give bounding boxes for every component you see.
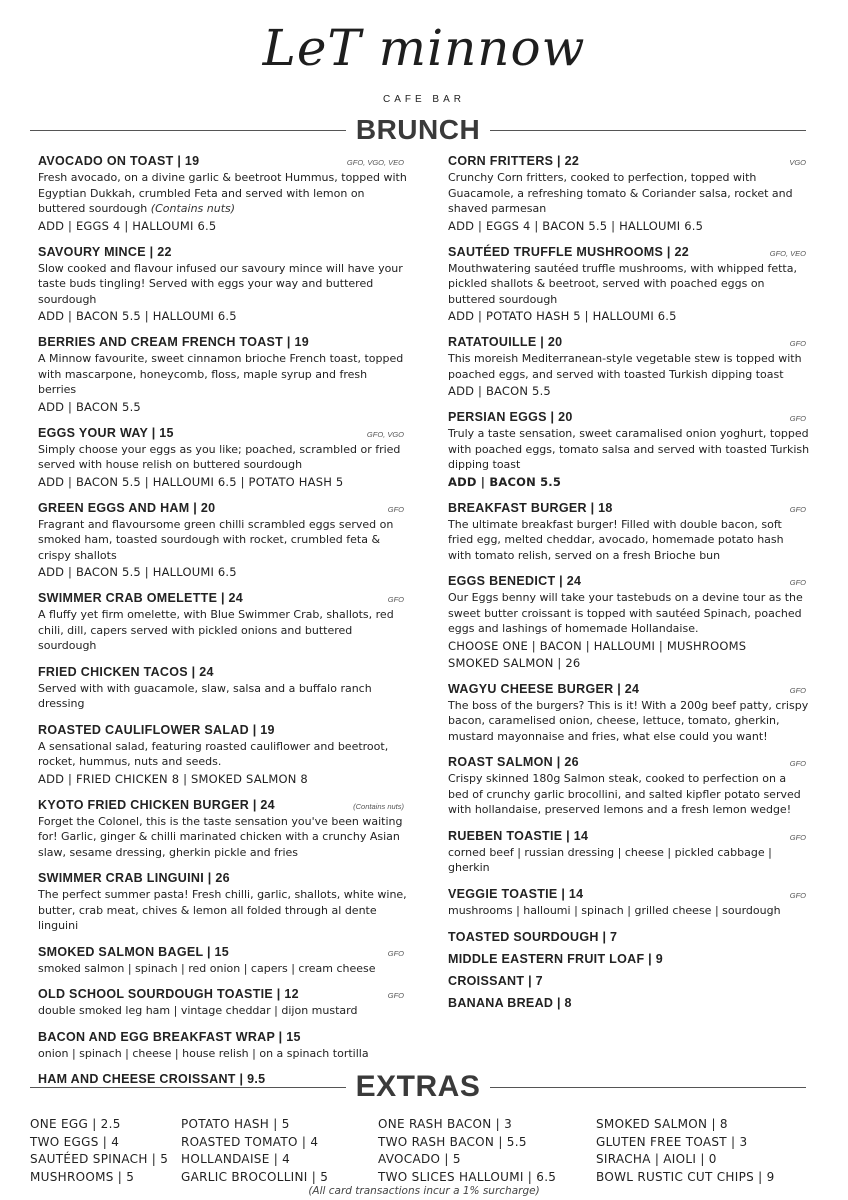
extras-column	[181, 1116, 328, 1186]
menu-item-name: TOASTED SOURDOUGH | 7	[448, 930, 618, 944]
extra-item: BOWL RUSTIC CUT CHIPS | 9	[596, 1169, 775, 1184]
menu-item-header	[38, 245, 408, 259]
menu-item-description	[448, 771, 810, 818]
extra-item: POTATO HASH | 5	[181, 1117, 290, 1131]
brunch-heading-row	[30, 114, 806, 146]
divider-line	[30, 130, 346, 131]
dietary-tag: GFO	[387, 504, 404, 514]
menu-item	[38, 335, 408, 415]
menu-item-name: BERRIES AND CREAM FRENCH TOAST | 19	[38, 335, 309, 349]
menu-item-name: BACON AND EGG BREAKFAST WRAP | 15	[38, 1029, 301, 1044]
menu-column-right	[448, 154, 810, 1017]
logo-script: LeT minnow	[262, 19, 586, 77]
divider-line	[490, 1087, 806, 1088]
cafe-logo	[0, 18, 848, 105]
menu-item	[38, 501, 408, 581]
description-text: Fresh avocado, on a divine garlic & beetroot Hummus, topped with Egyptian Dukkah, crumbled Feta and served with lemon on buttered sourdough	[38, 171, 407, 215]
dietary-tag: GFO	[789, 578, 806, 587]
menu-item-description	[448, 170, 810, 217]
menu-item-description	[448, 590, 810, 637]
menu-item-name: SMOKED SALMON BAGEL | 15	[38, 944, 230, 959]
menu-item-name: WAGYU CHEESE BURGER | 24	[448, 681, 640, 696]
description-text: The perfect summer pasta! Fresh chilli, garlic, shallots, white wine, butter, crab meat, chives & lemon all folded through al dente linguini	[38, 888, 407, 932]
menu-item-description	[448, 261, 810, 308]
contains-nuts-note: (Contains nuts)	[150, 202, 236, 215]
menu-item-description	[38, 607, 408, 654]
menu-item-name: VEGGIE TOASTIE | 14	[448, 886, 584, 901]
menu-item	[448, 951, 810, 968]
menu-item-description	[38, 681, 408, 712]
logo-subtitle: CAFE BAR	[382, 94, 465, 105]
menu-item-addons: ADD | BACON 5.5 | HALLOUMI 6.5 | POTATO HASH 5	[38, 474, 344, 489]
extra-item: ROASTED TOMATO | 4	[181, 1134, 319, 1149]
menu-item-name: ROASTED CAULIFLOWER SALAD | 19	[38, 722, 275, 737]
extra-item: ONE RASH BACON | 3	[378, 1117, 513, 1131]
menu-item	[38, 426, 408, 490]
extra-item: TWO SLICES HALLOUMI | 6.5	[378, 1169, 557, 1184]
menu-item-name: GREEN EGGS AND HAM | 20	[38, 500, 216, 515]
description-text: Forget the Colonel, this is the taste sensation you've been waiting for! Garlic, ginger & chilli marinated chicken with a crunchy Asian slaw, sesame dressing, gherkin pickle and fries	[38, 814, 403, 859]
menu-item	[448, 410, 810, 490]
menu-item-description	[38, 1046, 408, 1062]
brunch-heading: BRUNCH	[355, 114, 481, 145]
menu-item-name: OLD SCHOOL SOURDOUGH TOASTIE | 12	[38, 987, 299, 1001]
menu-item-name: SWIMMER CRAB LINGUINI | 26	[38, 871, 230, 885]
dietary-tag: (Contains nuts)	[353, 801, 404, 811]
description-text: Crispy skinned 180g Salmon steak, cooked to perfection on a bed of crunchy garlic brocollini, and salted kipfler potato served with hollandaise, preserved lemons and a fresh lemon wedge!	[448, 772, 801, 816]
description-text: corned beef | russian dressing | cheese | pickled cabbage | gherkin	[448, 845, 772, 874]
menu-item-header	[38, 871, 408, 885]
extra-item: MUSHROOMS | 5	[30, 1169, 135, 1184]
menu-item-header	[448, 755, 810, 769]
menu-item-addons: ADD | EGGS 4 | HALLOUMI 6.5	[38, 218, 217, 233]
menu-item-description	[38, 170, 408, 217]
menu-item-name: SAUTÉED TRUFFLE MUSHROOMS | 22	[448, 244, 689, 259]
menu-item-addons: ADD | BACON 5.5	[448, 474, 562, 489]
menu-item-description	[448, 426, 810, 473]
dietary-tag: GFO, VGO, VEO	[346, 158, 404, 167]
menu-item-header	[448, 335, 810, 349]
menu-item-header	[38, 154, 408, 168]
description-text: Served with with guacamole, slaw, salsa and a buffalo ranch dressing	[38, 681, 372, 710]
menu-item	[448, 501, 810, 564]
menu-item-name: MIDDLE EASTERN FRUIT LOAF | 9	[448, 952, 663, 966]
menu-item-header	[448, 682, 810, 696]
menu-item	[38, 665, 408, 712]
extra-item: HOLLANDAISE | 4	[181, 1152, 291, 1166]
menu-item	[38, 945, 408, 977]
dietary-tag: GFO, VGO	[366, 429, 404, 439]
menu-item-header	[448, 154, 810, 168]
menu-item-name: RUEBEN TOASTIE | 14	[448, 828, 589, 843]
menu-item-description	[38, 739, 408, 770]
menu-item-header	[38, 665, 408, 679]
menu-item-name: KYOTO FRIED CHICKEN BURGER | 24	[38, 797, 275, 812]
dietary-tag: GFO	[789, 504, 806, 514]
menu-item	[448, 829, 810, 876]
menu-item-header	[448, 410, 810, 424]
menu-item-name: EGGS BENEDICT | 24	[448, 574, 582, 588]
menu-item-header	[448, 887, 810, 901]
extras-heading-row	[30, 1070, 806, 1104]
dietary-tag: GFO, VEO	[769, 248, 806, 258]
menu-item-header	[38, 723, 408, 737]
dietary-tag: GFO	[789, 759, 806, 768]
menu-item-description	[448, 698, 810, 745]
dietary-tag: GFO	[387, 595, 404, 604]
dietary-tag: GFO	[387, 948, 404, 958]
surcharge-note: (All card transactions incur a 1% surcharge)	[308, 1185, 540, 1197]
menu-item-description	[38, 961, 408, 977]
dietary-tag: GFO	[789, 339, 806, 348]
menu-item	[448, 154, 810, 234]
menu-item-description	[448, 351, 810, 382]
menu-item-addons: ADD | BACON 5.5 | HALLOUMI 6.5	[38, 309, 237, 323]
menu-item	[448, 335, 810, 399]
menu-item-description	[38, 814, 408, 861]
menu-item	[448, 245, 810, 325]
menu-item-header	[448, 574, 810, 588]
menu-item	[448, 887, 810, 919]
menu-item-description	[448, 517, 810, 564]
menu-item-header	[448, 829, 810, 843]
menu-item-header	[448, 501, 810, 515]
dietary-tag: GFO	[789, 890, 806, 900]
menu-item-addons: ADD | POTATO HASH 5 | HALLOUMI 6.5	[448, 309, 677, 323]
menu-item	[448, 682, 810, 745]
description-text: A fluffy yet firm omelette, with Blue Swimmer Crab, shallots, red chili, dill, capers served with pickled onions and buttered sourdough	[38, 608, 394, 652]
menu-item-description	[448, 845, 810, 876]
menu-item	[448, 929, 810, 946]
description-text: Slow cooked and flavour infused our savoury mince will have your taste buds tingling! Served with eggs your way and buttered sourdough	[38, 261, 403, 306]
menu-item-header	[38, 945, 408, 959]
menu-item-addons: ADD | BACON 5.5 | HALLOUMI 6.5	[38, 565, 237, 579]
menu-item-name: SAVOURY MINCE | 22	[38, 244, 172, 259]
menu-item-name: AVOCADO ON TOAST | 19	[38, 154, 200, 168]
menu-item-description	[448, 903, 810, 919]
extra-item: SMOKED SALMON | 8	[596, 1117, 728, 1131]
menu-item-description	[38, 887, 408, 934]
menu-item-addons: ADD | BACON 5.5	[38, 399, 141, 414]
menu-item	[38, 987, 408, 1019]
extra-item: GARLIC BROCOLLINI | 5	[181, 1169, 329, 1184]
description-text: Our Eggs benny will take your tastebuds on a devine tour as the sweet butter croissant is topped with sautéed Spinach, poached eggs and lashings of homemade Hollandaise.	[448, 591, 803, 635]
menu-column-left	[38, 154, 408, 1097]
extras-heading: EXTRAS	[355, 1070, 481, 1103]
menu-item	[448, 755, 810, 818]
description-text: This moreish Mediterranean-style vegetable stew is topped with poached eggs, and served with toasted Turkish dipping toast	[448, 352, 802, 381]
description-text: Crunchy Corn fritters, cooked to perfection, topped with Guacamole, a refreshing tomato & Coriander salsa, rocket and shaved parmesan	[448, 171, 793, 215]
extras-column	[30, 1116, 168, 1186]
menu-item-header	[448, 245, 810, 259]
menu-item-addons: ADD | FRIED CHICKEN 8 | SMOKED SALMON 8	[38, 771, 308, 786]
description-text: The boss of the burgers? This is it! With a 200g beef patty, crispy bacon, caramelised onion, cheese, lettuce, tomato, gherkin, mustard mayonnaise and fries, what else could you want!	[448, 698, 809, 743]
menu-item-description	[38, 1003, 408, 1019]
menu-item	[38, 798, 408, 861]
description-text: Fragrant and flavoursome green chilli scrambled eggs served on smoked ham, toasted sourdough with rocket, crumbled feta & crispy shallots	[38, 517, 394, 562]
menu-item-header	[38, 501, 408, 515]
menu-item-header	[38, 798, 408, 812]
menu-item-name: SWIMMER CRAB OMELETTE | 24	[38, 591, 244, 605]
menu-item	[448, 995, 810, 1012]
menu-item-name: HAM AND CHEESE CROISSANT | 9.5	[38, 1072, 266, 1086]
description-text: Mouthwatering sautéed truffle mushrooms, with whipped fetta, pickled shallots & beetroot, served with poached eggs on buttered sourdough	[448, 261, 797, 306]
menu-item-name: FRIED CHICKEN TACOS | 24	[38, 664, 214, 679]
extra-item: SAUTÉED SPINACH | 5	[30, 1152, 169, 1166]
menu-item-header	[38, 1030, 408, 1044]
menu-item-header	[38, 426, 408, 440]
menu-item-header	[38, 987, 408, 1001]
menu-item-name: PERSIAN EGGS | 20	[448, 410, 573, 424]
extra-item: TWO EGGS | 4	[30, 1134, 120, 1149]
menu-item-addons: CHOOSE ONE | BACON | HALLOUMI | MUSHROOMS	[448, 638, 747, 653]
menu-item-name: EGGS YOUR WAY | 15	[38, 425, 174, 440]
menu-item-description	[38, 261, 408, 308]
menu-item	[448, 973, 810, 990]
menu-item-name: BREAKFAST BURGER | 18	[448, 500, 613, 515]
menu-item	[38, 154, 408, 234]
menu-item-header	[38, 335, 408, 349]
description-text: Simply choose your eggs as you like; poached, scrambled or fried served with house relish on buttered sourdough	[38, 442, 401, 471]
dietary-tag: GFO	[789, 414, 806, 423]
menu-item	[38, 591, 408, 654]
dietary-tag: GFO	[387, 991, 404, 1000]
menu-item-name: ROAST SALMON | 26	[448, 755, 579, 769]
menu-item	[38, 1030, 408, 1062]
menu-item	[38, 723, 408, 787]
menu-item-name: CROISSANT | 7	[448, 974, 543, 988]
extra-item: SIRACHA | AIOLI | 0	[596, 1152, 717, 1166]
extra-item: TWO RASH BACON | 5.5	[378, 1134, 527, 1149]
menu-item-addons: ADD | BACON 5.5	[448, 384, 551, 398]
menu-item-name: CORN FRITTERS | 22	[448, 154, 580, 168]
dietary-tag: GFO	[789, 832, 806, 842]
extras-column	[378, 1116, 556, 1186]
menu-item-description	[38, 351, 408, 398]
menu-item-name: BANANA BREAD | 8	[448, 996, 572, 1010]
extra-item: ONE EGG | 2.5	[30, 1117, 121, 1131]
dietary-tag: VGO	[789, 158, 806, 167]
menu-item	[448, 574, 810, 671]
description-text: mushrooms | halloumi | spinach | grilled cheese | sourdough	[448, 903, 781, 917]
description-text: The ultimate breakfast burger! Filled with double bacon, soft fried egg, melted cheddar, avocado, homemade potato hash with tomato relish, served on a fresh Brioche bun	[448, 517, 784, 562]
description-text: onion | spinach | cheese | house relish | on a spinach tortilla	[38, 1046, 369, 1060]
extra-item: AVOCADO | 5	[378, 1152, 461, 1166]
menu-item	[38, 871, 408, 934]
divider-line	[30, 1087, 346, 1088]
divider-line	[490, 130, 806, 131]
menu-item-header	[38, 591, 408, 605]
menu-item-name: RATATOUILLE | 20	[448, 335, 563, 349]
dietary-tag: GFO	[789, 685, 806, 695]
description-text: double smoked leg ham | vintage cheddar | dijon mustard	[38, 1004, 358, 1017]
menu-item	[38, 245, 408, 325]
description-text: A Minnow favourite, sweet cinnamon brioche French toast, topped with mascarpone, honeycomb, floss, maple syrup and fresh berries	[38, 352, 404, 396]
menu-item-addons: SMOKED SALMON | 26	[448, 655, 581, 670]
extras-column	[596, 1116, 775, 1186]
description-text: A sensational salad, featuring roasted cauliflower and beetroot, rocket, hummus, nuts and seeds.	[38, 739, 389, 768]
menu-item-description	[38, 442, 408, 473]
description-text: smoked salmon | spinach | red onion | capers | cream cheese	[38, 961, 376, 975]
menu-item-description	[38, 517, 408, 564]
description-text: Truly a taste sensation, sweet caramalised onion yoghurt, topped with poached eggs, tomato salsa and served with toasted Turkish dipping toast	[448, 427, 810, 471]
extra-item: GLUTEN FREE TOAST | 3	[596, 1134, 748, 1149]
menu-item-addons: ADD | EGGS 4 | BACON 5.5 | HALLOUMI 6.5	[448, 218, 704, 233]
